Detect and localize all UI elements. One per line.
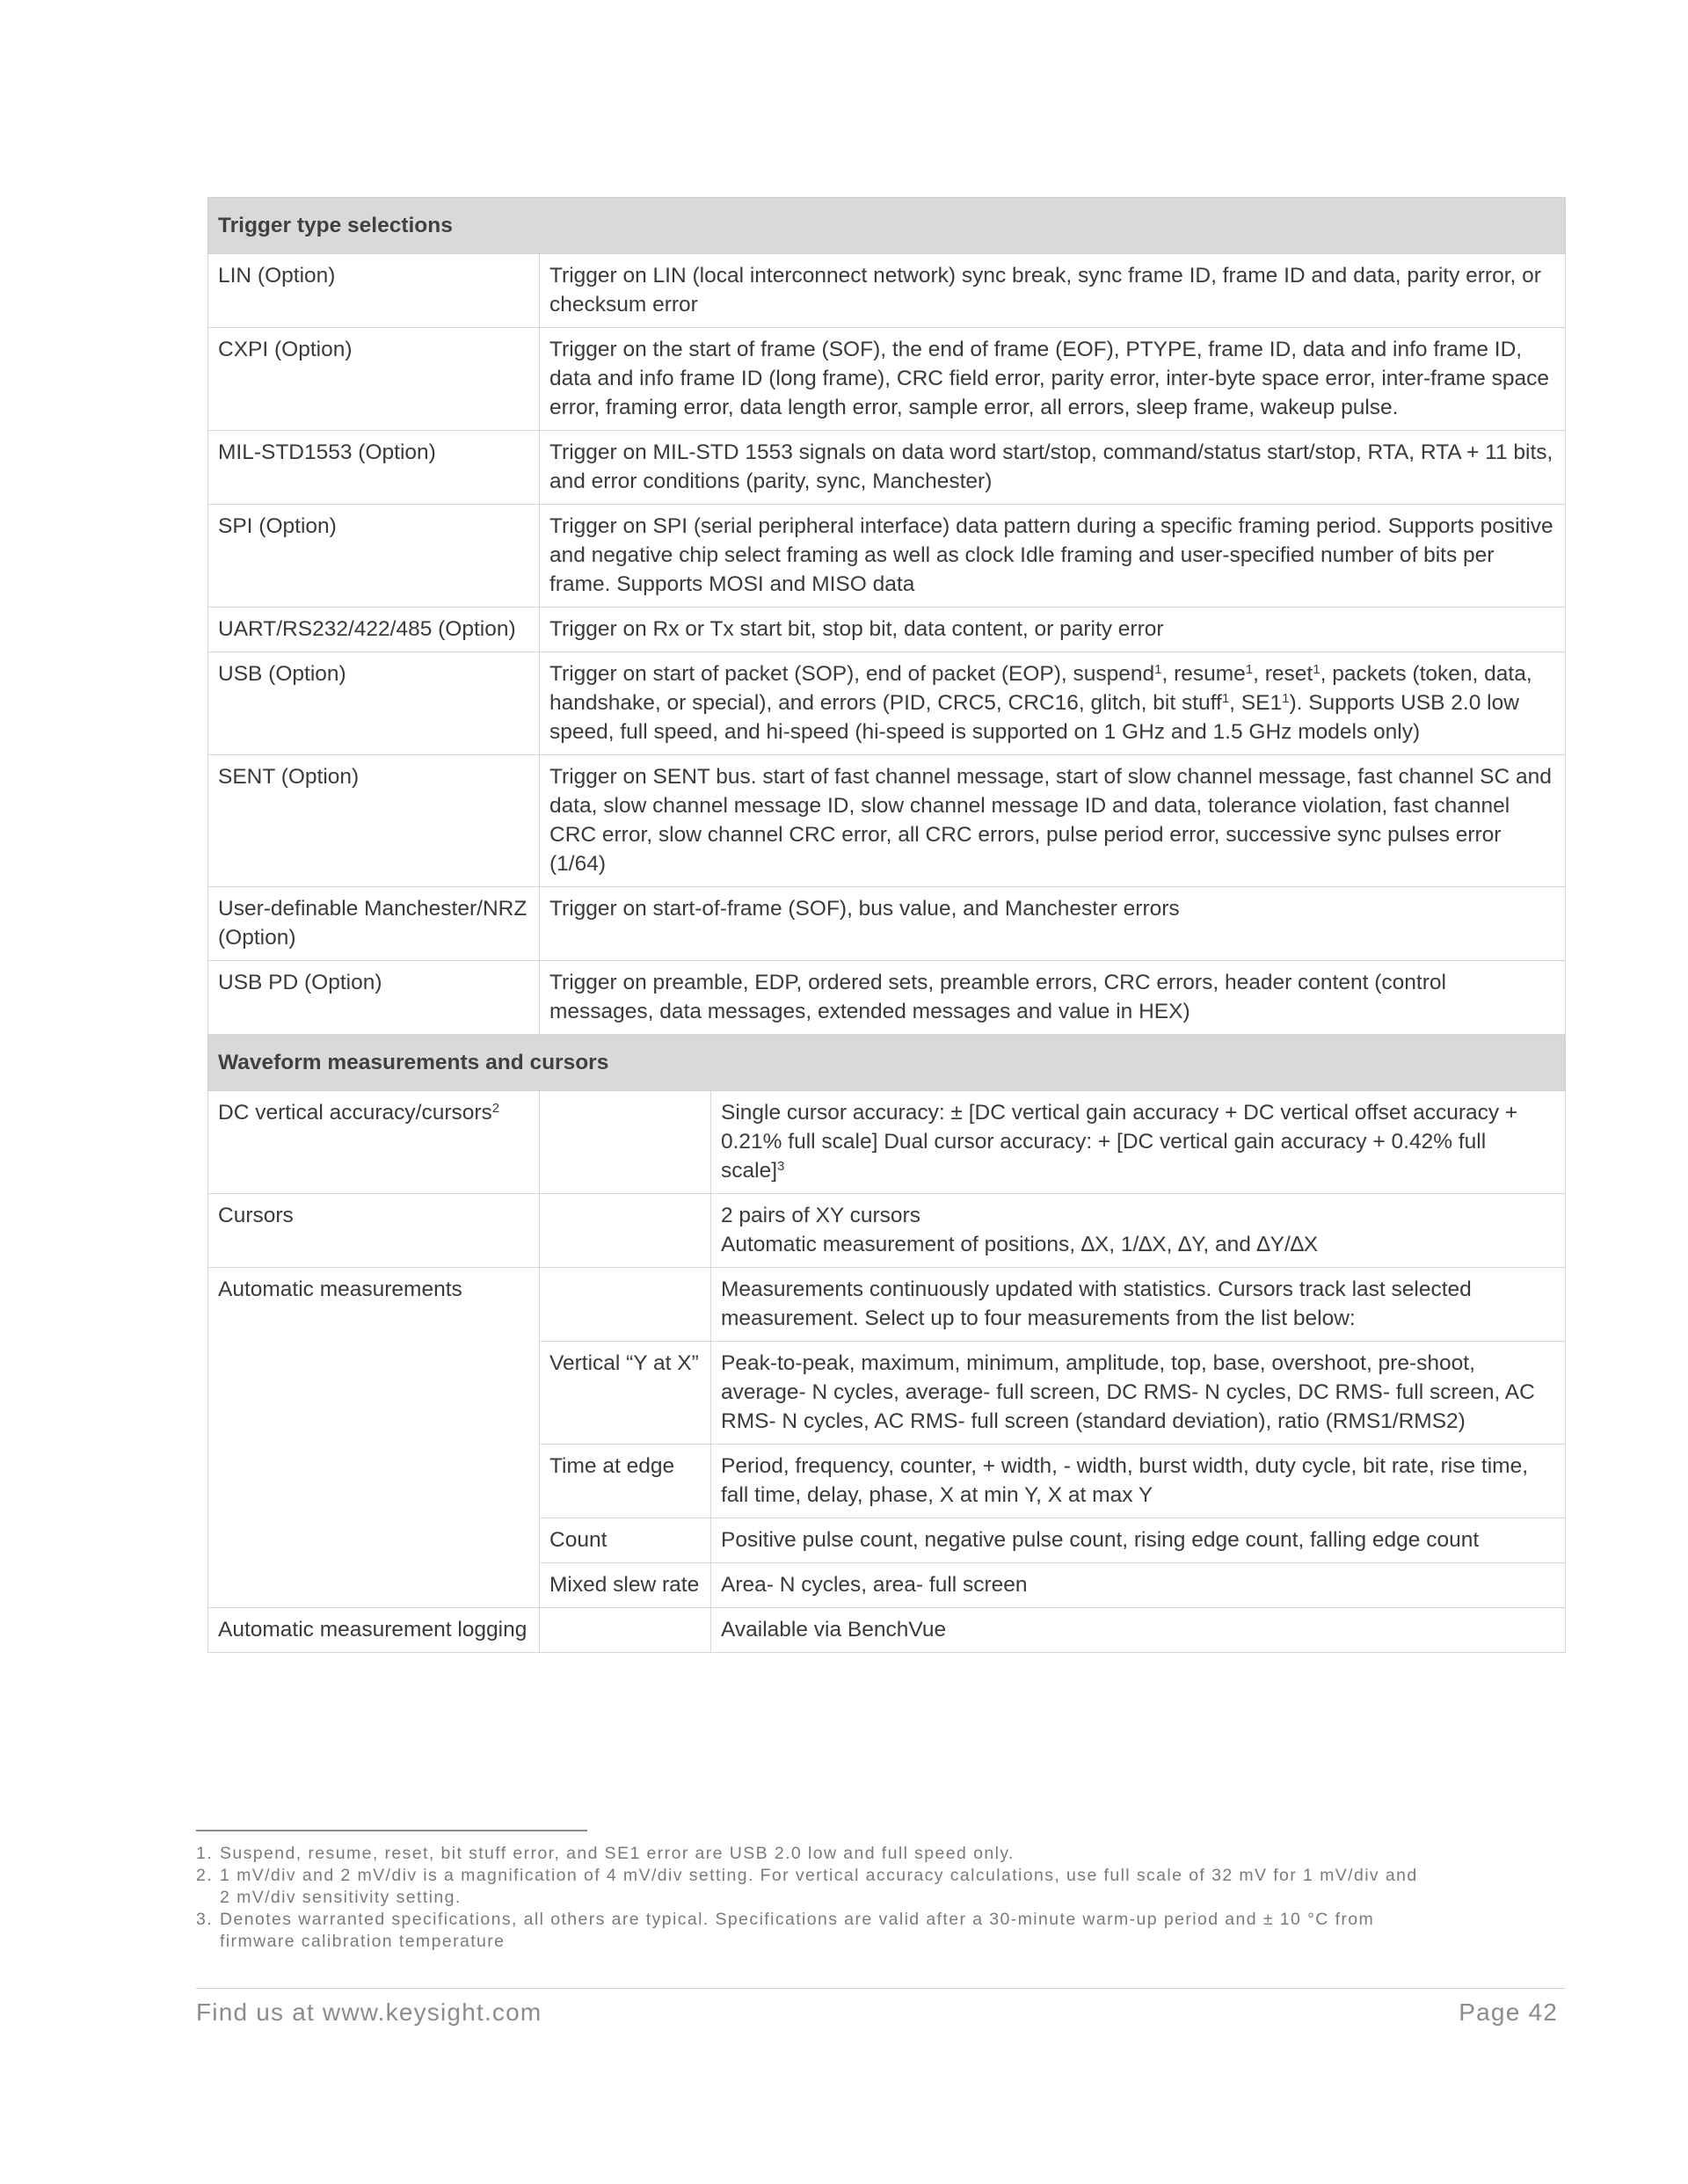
section-header-waveform bbox=[208, 1035, 1566, 1091]
empty-cell bbox=[540, 1091, 711, 1194]
row-text: Peak-to-peak, maximum, minimum, amplitude, top, base, overshoot, pre-shoot, average- N cycles, average- full screen, DC RMS- N cycles, DC RMS- full screen, AC RMS- N cycles, AC RMS- full screen (standard deviation), ratio (RMS1/RMS2) bbox=[711, 1342, 1566, 1445]
table-row bbox=[208, 1194, 1566, 1268]
table-row bbox=[208, 431, 1566, 505]
text-line: Automatic measurement of positions, ∆X, 1/∆X, ∆Y, and ∆Y/∆X bbox=[721, 1233, 1319, 1256]
row-label: User-definable Manchester/NRZ (Option) bbox=[208, 887, 540, 961]
footnote-divider bbox=[196, 1830, 587, 1831]
row-text: Trigger on SENT bus. start of fast channel message, start of slow channel message, fast channel SC and data, slow channel message ID, slow channel message ID and data, tolerance violation, fast channel CRC error, slow channel CRC error, all CRC errors, pulse period error, successive sync pulses error (1/64) bbox=[540, 755, 1566, 887]
footer-website: Find us at www.keysight.com bbox=[196, 1998, 542, 2026]
row-label: Cursors bbox=[208, 1194, 540, 1268]
table-row bbox=[208, 1091, 1566, 1194]
row-label: SENT (Option) bbox=[208, 755, 540, 887]
row-label: Automatic measurement logging bbox=[208, 1608, 540, 1653]
section-title: Trigger type selections bbox=[208, 198, 1566, 254]
text-segment: , packets (token, data, handshake, or special), and errors (PID, CRC5, CRC16, glitch, bit stuff bbox=[549, 662, 1532, 715]
text-segment: ). Supports USB 2.0 low speed, full speed, and hi-speed (hi-speed is supported on 1 GHz and 1.5 GHz models only) bbox=[549, 691, 1519, 744]
footnote bbox=[196, 1843, 1427, 1865]
row-label: LIN (Option) bbox=[208, 254, 540, 328]
footnote bbox=[196, 1909, 1427, 1953]
row-text: Measurements continuously updated with statistics. Cursors track last selected measurement. Select up to four measurements from the list below: bbox=[711, 1268, 1566, 1342]
footnote-ref: 2 bbox=[491, 1101, 500, 1116]
text-line: 2 pairs of XY cursors bbox=[721, 1204, 920, 1227]
footnote-ref: 1 bbox=[1221, 691, 1230, 706]
row-text: Positive pulse count, negative pulse count, rising edge count, falling edge count bbox=[711, 1518, 1566, 1563]
row-label: CXPI (Option) bbox=[208, 328, 540, 431]
table-row bbox=[208, 608, 1566, 652]
row-text-dc bbox=[711, 1091, 1566, 1194]
row-text: Trigger on Rx or Tx start bit, stop bit, data content, or parity error bbox=[540, 608, 1566, 652]
text-segment: , reset bbox=[1253, 662, 1313, 686]
row-text: Available via BenchVue bbox=[711, 1608, 1566, 1653]
footnote-ref: 1 bbox=[1282, 691, 1290, 706]
empty-cell bbox=[540, 1608, 711, 1653]
sub-label: Mixed slew rate bbox=[540, 1563, 711, 1608]
row-label: MIL-STD1553 (Option) bbox=[208, 431, 540, 505]
footnote bbox=[196, 1865, 1427, 1909]
text-segment: , SE1 bbox=[1229, 691, 1283, 715]
table-row bbox=[208, 961, 1566, 1035]
row-text: Area- N cycles, area- full screen bbox=[711, 1563, 1566, 1608]
footer-divider bbox=[196, 1988, 1565, 1989]
row-label: Automatic measurements bbox=[208, 1268, 540, 1608]
text-segment: Single cursor accuracy: ± [DC vertical gain accuracy + DC vertical offset accuracy + 0.21% full scale] Dual cursor accuracy: + [DC vertical gain accuracy + 0.42% full scale] bbox=[721, 1101, 1518, 1183]
section-header-trigger bbox=[208, 198, 1566, 254]
footnote-ref: 1 bbox=[1313, 662, 1321, 677]
empty-cell bbox=[540, 1194, 711, 1268]
text-segment: Trigger on start of packet (SOP), end of packet (EOP), suspend bbox=[549, 662, 1155, 686]
footnote-number: 2. bbox=[196, 1866, 214, 1885]
table-row bbox=[208, 1268, 1566, 1342]
table-row bbox=[208, 328, 1566, 431]
table-row bbox=[208, 887, 1566, 961]
row-text: Trigger on the start of frame (SOF), the end of frame (EOF), PTYPE, frame ID, data and info frame ID, data and info frame ID (long frame), CRC field error, parity error, inter-byte space error, inter-frame space error, framing error, data length error, sample error, all errors, sleep frame, wakeup pulse. bbox=[540, 328, 1566, 431]
row-text: Trigger on MIL-STD 1553 signals on data word start/stop, command/status start/stop, RTA, RTA + 11 bits, and error conditions (parity, sync, Manchester) bbox=[540, 431, 1566, 505]
label-text: DC vertical accuracy/cursors bbox=[218, 1101, 492, 1125]
row-label: SPI (Option) bbox=[208, 505, 540, 608]
empty-cell bbox=[540, 1268, 711, 1342]
sub-label: Count bbox=[540, 1518, 711, 1563]
sub-label: Time at edge bbox=[540, 1445, 711, 1518]
footnote-number: 1. bbox=[196, 1844, 214, 1863]
footnote-number: 3. bbox=[196, 1910, 214, 1929]
row-text: Trigger on LIN (local interconnect network) sync break, sync frame ID, frame ID and data, parity error, or checksum error bbox=[540, 254, 1566, 328]
row-text: Trigger on start-of-frame (SOF), bus value, and Manchester errors bbox=[540, 887, 1566, 961]
row-label: USB (Option) bbox=[208, 652, 540, 755]
row-text: Trigger on preamble, EDP, ordered sets, preamble errors, CRC errors, header content (control messages, data messages, extended messages and value in HEX) bbox=[540, 961, 1566, 1035]
footnote-ref: 3 bbox=[777, 1159, 785, 1174]
table-row bbox=[208, 505, 1566, 608]
page-number: Page 42 bbox=[1459, 1998, 1558, 2026]
table-row bbox=[208, 1608, 1566, 1653]
row-label: USB PD (Option) bbox=[208, 961, 540, 1035]
footnote-text: Denotes warranted specifications, all others are typical. Specifications are valid after a 30-minute warm-up period and ± 10 °C from firmware calibration temperature bbox=[220, 1910, 1375, 1951]
spec-table bbox=[207, 197, 1566, 1653]
text-segment: , resume bbox=[1161, 662, 1246, 686]
footnote-text: Suspend, resume, reset, bit stuff error, and SE1 error are USB 2.0 low and full speed only. bbox=[220, 1844, 1015, 1863]
row-text-cursors bbox=[711, 1194, 1566, 1268]
table-row bbox=[208, 755, 1566, 887]
footnotes bbox=[196, 1843, 1427, 1953]
table-row bbox=[208, 652, 1566, 755]
section-title: Waveform measurements and cursors bbox=[208, 1035, 1566, 1091]
row-label-dc bbox=[208, 1091, 540, 1194]
row-text-usb bbox=[540, 652, 1566, 755]
sub-label: Vertical “Y at X” bbox=[540, 1342, 711, 1445]
row-text: Trigger on SPI (serial peripheral interface) data pattern during a specific framing period. Supports positive and negative chip select framing as well as clock Idle framing and user-specified number of bits per frame. Supports MOSI and MISO data bbox=[540, 505, 1566, 608]
footnote-ref: 1 bbox=[1154, 662, 1162, 677]
row-text: Period, frequency, counter, + width, - width, burst width, duty cycle, bit rate, rise time, fall time, delay, phase, X at min Y, X at max Y bbox=[711, 1445, 1566, 1518]
table-row bbox=[208, 254, 1566, 328]
footnote-text: 1 mV/div and 2 mV/div is a magnification of 4 mV/div setting. For vertical accuracy calculations, use full scale of 32 mV for 1 mV/div and 2 mV/div sensitivity setting. bbox=[220, 1866, 1418, 1907]
footnote-ref: 1 bbox=[1245, 662, 1254, 677]
row-label: UART/RS232/422/485 (Option) bbox=[208, 608, 540, 652]
